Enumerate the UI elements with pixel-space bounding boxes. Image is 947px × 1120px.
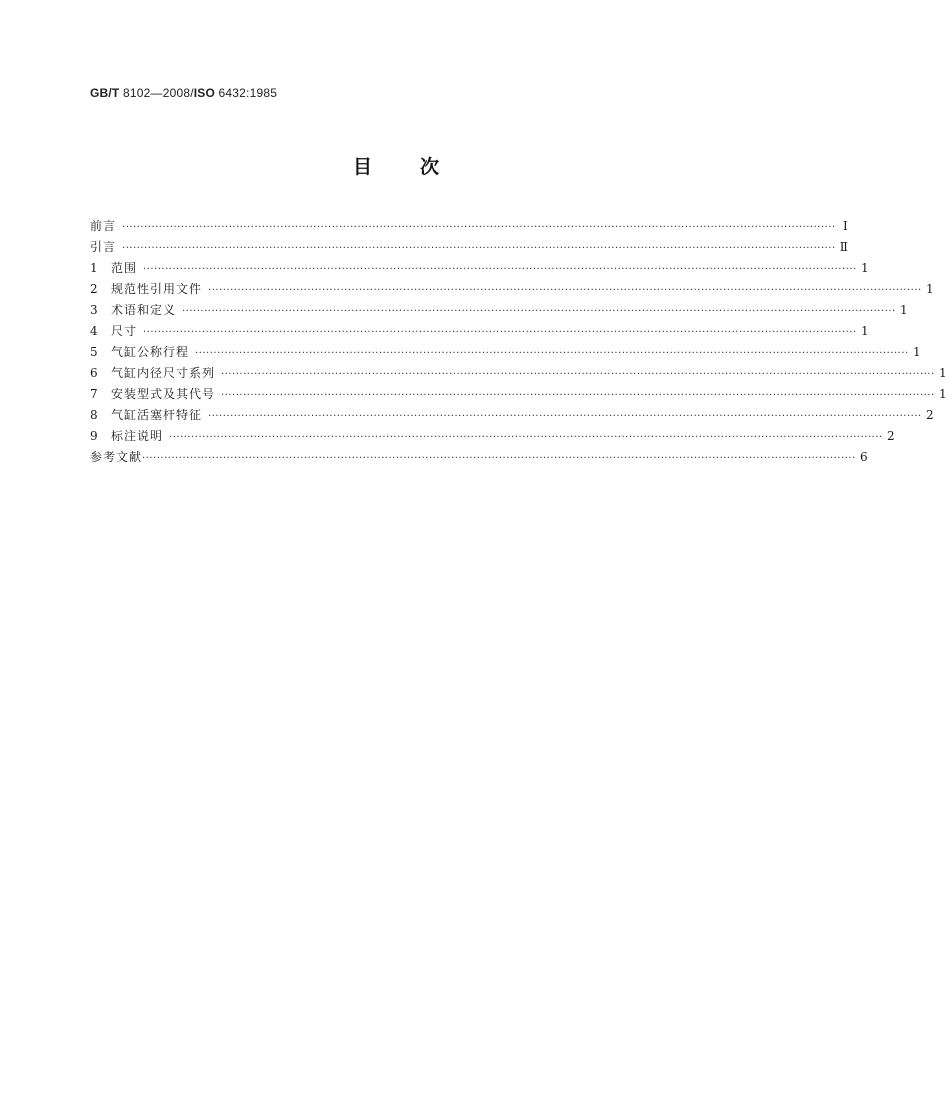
toc-entry-number: 9 [90, 429, 98, 443]
toc-leader-dots: ·································································································································································································· [195, 348, 909, 359]
toc-entry-page: 1 [939, 366, 947, 380]
toc-entry-7[interactable] [90, 384, 947, 405]
toc-leader-dots: ·································································································································································································· [169, 432, 883, 443]
toc-entry-number: 1 [90, 261, 98, 275]
toc-entry-label: 前言 [90, 219, 117, 233]
toc-entry-label: 参考文献 [90, 450, 143, 464]
iso-number: 6432:1985 [215, 86, 278, 100]
toc-entry-page: 1 [939, 387, 947, 401]
toc-leader-dots: ·································································································································································································· [122, 243, 836, 254]
toc-leader-dots: ·································································································································································································· [122, 222, 836, 233]
toc-entry-page: 1 [861, 324, 869, 338]
standard-number: 8102—2008/ [119, 86, 194, 100]
toc-entry-preface[interactable] [90, 216, 848, 237]
toc-leader-dots: ·································································································································································································· [143, 327, 857, 338]
toc-entry-1[interactable] [90, 258, 869, 279]
toc-entry-page: Ⅰ [842, 219, 848, 233]
toc-entry-label: 标注说明 [111, 429, 164, 443]
toc-entry-4[interactable] [90, 321, 869, 342]
toc-entry-page: 1 [913, 345, 921, 359]
toc-leader-dots: ·································································································································································································· [221, 369, 935, 380]
toc-entry-9[interactable] [90, 426, 895, 447]
toc-entry-page: 2 [926, 408, 934, 422]
toc-entry-page: 1 [926, 282, 934, 296]
table-of-contents [90, 216, 947, 468]
toc-entry-number: 3 [90, 303, 98, 317]
toc-entry-label: 尺寸 [111, 324, 138, 338]
toc-entry-label: 气缸内径尺寸系列 [111, 366, 216, 380]
toc-entry-page: Ⅱ [839, 240, 848, 254]
toc-entry-page: 6 [860, 450, 868, 464]
toc-leader-dots: ·································································································································································································· [221, 390, 935, 401]
toc-leader-dots: ·································································································································································································· [208, 411, 922, 422]
toc-entry-3[interactable] [90, 300, 908, 321]
toc-entry-6[interactable] [90, 363, 947, 384]
toc-entry-2[interactable] [90, 279, 934, 300]
toc-entry-page: 1 [861, 261, 869, 275]
title-char-2: 次 [420, 156, 440, 178]
toc-entry-label: 范围 [111, 261, 138, 275]
toc-entry-number: 2 [90, 282, 98, 296]
toc-entry-number: 4 [90, 324, 98, 338]
toc-leader-dots: ·································································································································································································· [208, 285, 922, 296]
page-title [0, 152, 792, 179]
toc-entry-label: 气缸公称行程 [111, 345, 190, 359]
toc-leader-dots: ·································································································································································································· [143, 264, 857, 275]
standard-code-header [90, 86, 277, 100]
standard-prefix: GB/T [90, 86, 120, 100]
toc-entry-page: 2 [887, 429, 895, 443]
toc-entry-number: 8 [90, 408, 98, 422]
toc-entry-number: 6 [90, 366, 98, 380]
toc-entry-references[interactable] [90, 447, 868, 468]
toc-entry-number: 5 [90, 345, 98, 359]
toc-entry-label: 安装型式及其代号 [111, 387, 216, 401]
toc-entry-label: 气缸活塞杆特征 [111, 408, 203, 422]
toc-entry-page: 1 [900, 303, 908, 317]
toc-leader-dots: ·································································································································································································· [142, 453, 856, 464]
toc-leader-dots: ·································································································································································································· [182, 306, 896, 317]
toc-entry-label: 引言 [90, 240, 117, 254]
toc-entry-label: 规范性引用文件 [111, 282, 203, 296]
toc-entry-8[interactable] [90, 405, 934, 426]
toc-entry-5[interactable] [90, 342, 921, 363]
toc-entry-label: 术语和定义 [111, 303, 177, 317]
title-char-1: 目 [352, 156, 372, 178]
iso-prefix: ISO [193, 86, 216, 100]
toc-entry-number: 7 [90, 387, 98, 401]
toc-entry-introduction[interactable] [90, 237, 848, 258]
